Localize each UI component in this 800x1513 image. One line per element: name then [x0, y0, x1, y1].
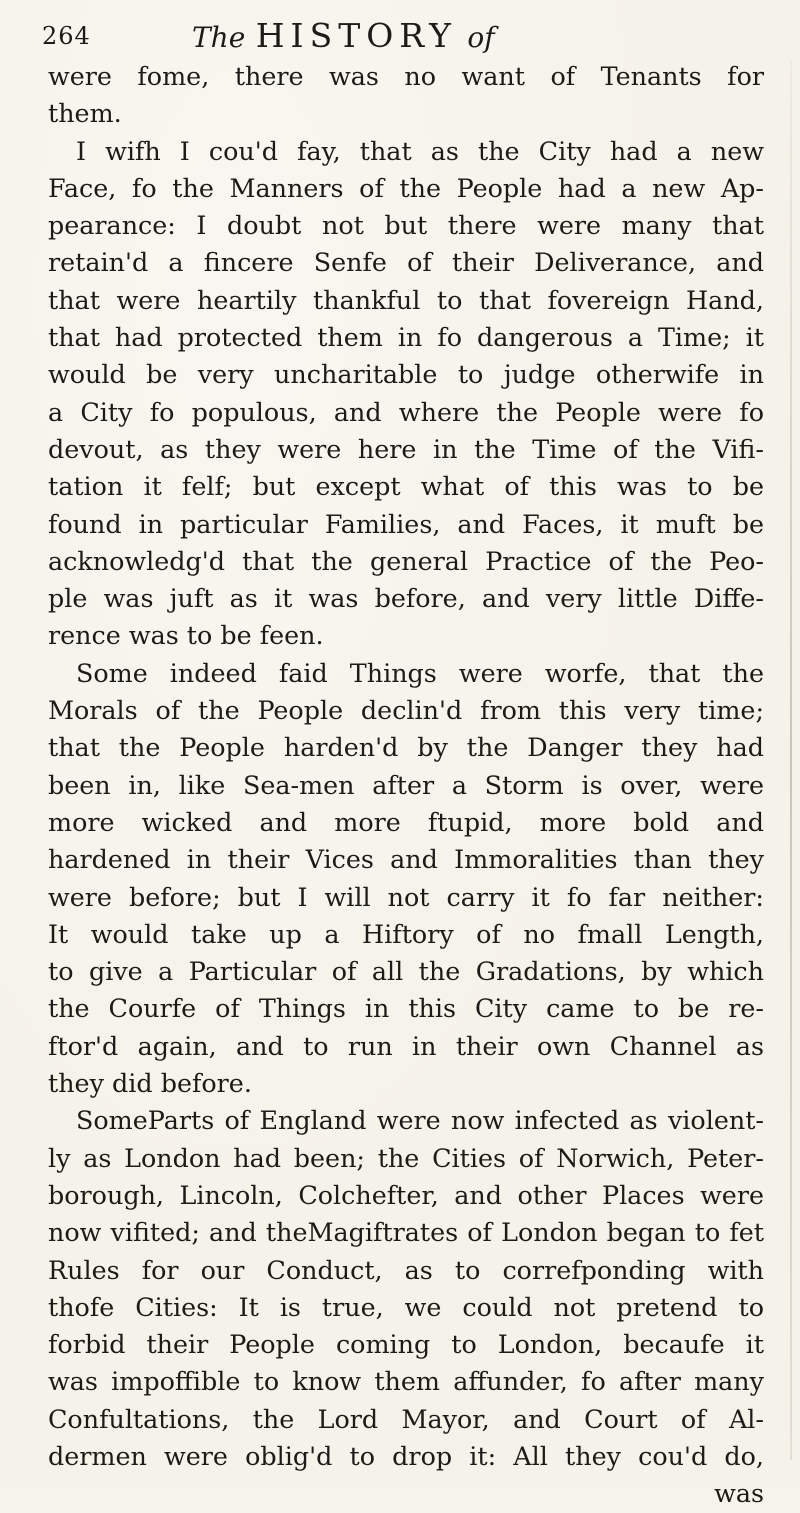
- text-line: more wicked and more ftupid, more bold and: [48, 806, 764, 837]
- text-line: thofe Cities: It is true, we could not pretend to: [48, 1291, 764, 1322]
- page-edge-shadow: [790, 60, 792, 1460]
- text-line: ftor'd again, and to run in their own Channel as: [48, 1030, 764, 1061]
- paragraph-3: [48, 655, 764, 1103]
- text-line: were fome, there was no want of Tenants for: [48, 61, 764, 91]
- text-line: now vifited; and theMagiftrates of London began to fet: [48, 1217, 764, 1248]
- text-line: ly as London had been; the Cities of Norwich, Peter-: [48, 1142, 764, 1173]
- text-line: acknowledg'd that the general Practice of the Peo-: [48, 545, 764, 576]
- text-line: them.: [48, 98, 122, 129]
- text-line: they did before.: [48, 1068, 252, 1099]
- paragraph-1: [48, 58, 764, 133]
- text-line: borough, Lincoln, Colchefter, and other Places were: [48, 1179, 764, 1210]
- text-line: It would take up a Hiftory of no fmall Length,: [48, 918, 764, 949]
- running-head: [42, 14, 762, 58]
- text-line: Confultations, the Lord Mayor, and Court of Al-: [48, 1403, 764, 1434]
- catchword: was: [714, 1478, 764, 1509]
- text-line: pearance: I doubt not but there were many that: [48, 210, 764, 241]
- text-line: SomeParts of England were now infected as violent-: [76, 1105, 764, 1136]
- text-line: forbid their People coming to London, becaufe it: [48, 1329, 764, 1360]
- text-line: a City fo populous, and where the People were fo: [48, 396, 764, 427]
- running-title: [192, 16, 495, 55]
- text-line: that had protected them in fo dangerous a Time; it: [48, 322, 764, 353]
- text-line: hardened in their Vices and Immoralities than they: [48, 844, 764, 875]
- text-line: ple was juft as it was before, and very little Diffe-: [48, 583, 764, 614]
- text-line: tation it felf; but except what of this was to be: [48, 471, 764, 502]
- text-line: Rules for our Conduct, as to correfponding with: [48, 1254, 764, 1285]
- text-line: Morals of the People declin'd from this very time;: [48, 695, 764, 726]
- text-line: dermen were oblig'd to drop it: All they cou'd do,: [48, 1440, 764, 1471]
- running-title-history: HISTORY: [255, 16, 457, 55]
- text-line: was impoffible to know them affunder, fo after many: [48, 1366, 764, 1397]
- text-line: devout, as they were here in the Time of the Vifi-: [48, 433, 764, 464]
- text-line: to give a Particular of all the Gradations, by which: [48, 956, 764, 987]
- running-title-the: The: [192, 21, 246, 54]
- text-line: that the People harden'd by the Danger they had: [48, 732, 764, 763]
- text-line: would be very uncharitable to judge otherwife in: [48, 359, 764, 390]
- text-line: Some indeed faid Things were worfe, that the: [76, 657, 764, 688]
- text-line: found in particular Families, and Faces, it muft be: [48, 508, 764, 539]
- text-line: were before; but I will not carry it fo far neither:: [48, 881, 764, 912]
- text-line: I wifh I cou'd fay, that as the City had a new: [76, 135, 764, 166]
- paragraph-4: [48, 1102, 764, 1475]
- running-title-of: of: [467, 21, 495, 54]
- text-line: been in, like Sea-men after a Storm is over, were: [48, 769, 764, 800]
- text-line: Face, fo the Manners of the People had a new Ap-: [48, 172, 764, 203]
- body-text: [48, 58, 764, 1513]
- text-line: rence was to be feen.: [48, 620, 324, 651]
- paragraph-2: [48, 133, 764, 655]
- page-number: 264: [42, 22, 91, 50]
- text-line: the Courfe of Things in this City came to be re-: [48, 993, 764, 1024]
- text-line: that were heartily thankful to that fovereign Hand,: [48, 284, 764, 315]
- text-line: retain'd a fincere Senfe of their Deliverance, and: [48, 247, 764, 278]
